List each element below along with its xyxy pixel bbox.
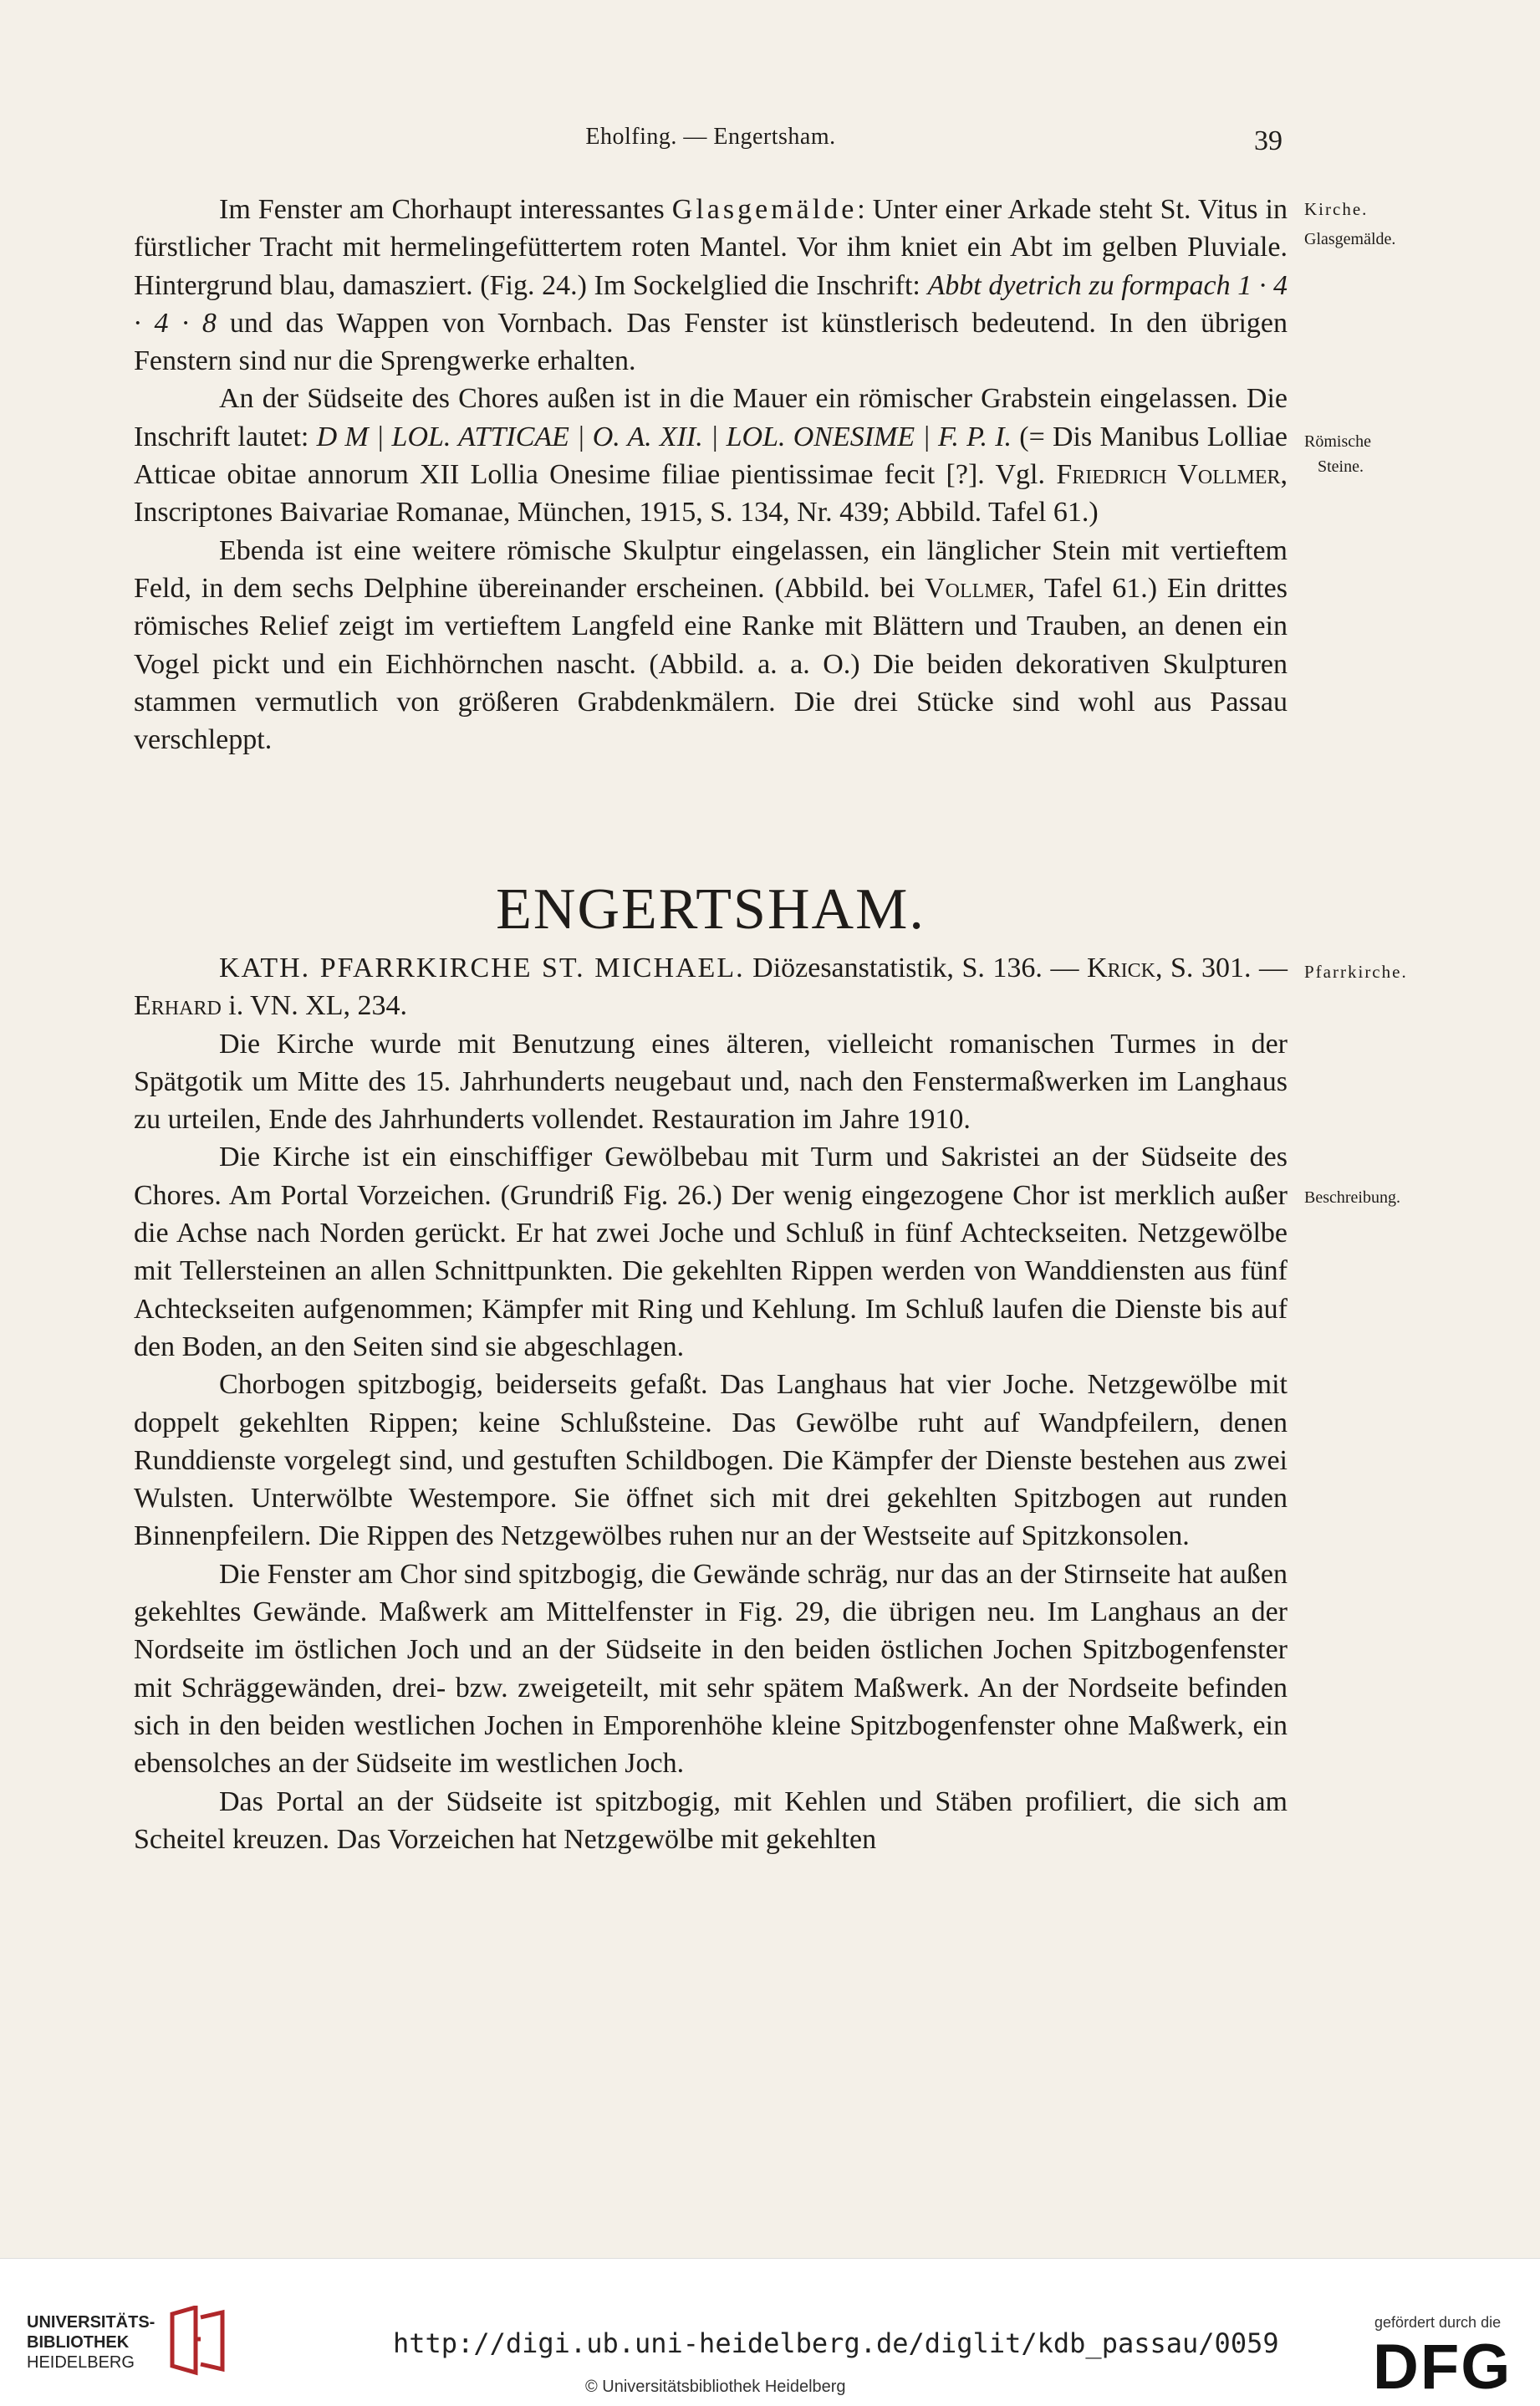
paragraph: Chorbogen spitzbogig, beiderseits gefaßt. Das Langhaus hat vier Joche. Netzgewölbe mit doppelt gekehlten Rippen; keine Schlußsteine. Das Gewölbe ruht auf Wandpfeilern, denen Runddienste vorgelegt sind, und gestuften Schildbogen. Die Kämpfer der Dienste bestehen aus zwei Wulsten. Unterwölbte Westempore. Sie öffnet sich mit drei gekehlten Spitzbogen aut runden Binnenpfeilern. Die Rippen des Netzgewölbes ruhen nur an der Westseite auf Spitzkonsolen. bbox=[134, 1369, 1288, 1552]
margin-note: Römische bbox=[1304, 432, 1371, 451]
page-number: 39 bbox=[1254, 125, 1282, 156]
paragraph: Ebenda ist eine weitere römische Skulptur eingelassen, ein länglicher Stein mit vertieftem Feld, in dem sechs Delphine übereinander erscheinen. (Abbild. bei Vollmer, Tafel 61.) Ein drittes römisches Relief zeigt im vertieftem Langfeld eine Ranke mit Blättern und Trauben, an denen ein Vogel pickt und ein Eichhörnchen nascht. (Abbild. a. a. O.) Die beiden dekorativen Skulpturen stammen vermutlich von größeren Grabdenkmälern. Die drei Stücke sind wohl aus Passau verschleppt. bbox=[134, 534, 1288, 756]
author-name: Vollmer bbox=[925, 572, 1028, 604]
permalink-url[interactable]: http://digi.ub.uni-heidelberg.de/diglit/kdb_passau/0059 bbox=[393, 2327, 1279, 2359]
margin-note: Steine. bbox=[1318, 457, 1364, 476]
author-name: Erhard bbox=[134, 990, 222, 1022]
paragraph: An der Südseite des Chores außen ist in die Mauer ein römischer Grabstein eingelassen. Die Inschrift lautet: D M | LOL. ATTICAE | O. A. XII. | LOL. ONESIME | F. P. I. (= Dis Manibus Lolliae Atticae obitae annorum XII Lollia Onesime filiae pientissimae fecit [?]. Vgl. Friedrich Vollmer, Inscriptones Baivariae Romanae, München, 1915, S. 134, Nr. 439; Abbild. Tafel 61.) bbox=[134, 383, 1288, 529]
paragraph: KATH. PFARRKIRCHE ST. MICHAEL. Diözesanstatistik, S. 136. — Krick, S. 301. — Erhard i. VN. XL, 234. bbox=[134, 953, 1288, 1022]
footer-bar bbox=[0, 2258, 1540, 2406]
author-name: Friedrich Vollmer bbox=[1056, 459, 1281, 491]
author-name: Krick bbox=[1087, 953, 1155, 983]
inscription-text: Abbt dyetrich zu formpach 1 · 4 · 4 · 8 bbox=[134, 269, 1288, 339]
funding-note: gefördert durch die bbox=[1374, 2314, 1502, 2331]
copyright-text: © Universitätsbibliothek Heidelberg bbox=[585, 2378, 846, 2396]
church-title: KATH. PFARRKIRCHE ST. MICHAEL. bbox=[219, 953, 745, 983]
text-block-1 bbox=[134, 191, 1288, 759]
library-emblem-icon bbox=[164, 2306, 231, 2376]
margin-note: Glasgemälde. bbox=[1304, 230, 1396, 248]
dfg-logo: DFG bbox=[1373, 2332, 1512, 2403]
paragraph: Die Kirche ist ein einschiffiger Gewölbebau mit Turm und Sakristei an der Südseite des Chores. Am Portal Vorzeichen. (Grundriß Fig. 26.) Der wenig eingezogene Chor ist merklich außer die Achse nach Norden gerückt. Er hat zwei Joche und Schluß in fünf Achteckseiten. Netzgewölbe mit Tellersteinen an allen Schnittpunkten. Die gekehlten Rippen werden von Wanddiensten aus fünf Achteckseiten aufgenommen; Kämpfer mit Ring und Kehlung. Im Schluß laufen die Dienste bis auf den Boden, an den Seiten sind sie abgeschlagen. bbox=[134, 1142, 1288, 1362]
paragraph: Im Fenster am Chorhaupt interessantes Glasgemälde: Unter einer Arkade steht St. Vitus in fürstlicher Tracht mit hermelingefüttertem roten Mantel. Vor ihm kniet ein Abt im gelben Pluviale. Hintergrund blau, damasziert. (Fig. 24.) Im Sockelglied die Inschrift: Abbt dyetrich zu formpach 1 · 4 · 4 · 8 und das Wappen von Vornbach. Das Fenster ist künstlerisch bedeutend. In den übrigen Fenstern sind nur die Sprengwerke erhalten. bbox=[134, 194, 1288, 377]
text-block-2 bbox=[134, 949, 1288, 1858]
paragraph: Das Portal an der Südseite ist spitzbogig, mit Kehlen und Stäben profiliert, die sich am Scheitel kreuzen. Das Vorzeichen hat Netzgewölbe mit gekehlten bbox=[134, 1785, 1288, 1855]
paragraph: Die Kirche wurde mit Benutzung eines älteren, vielleicht romanischen Turmes in der Spätgotik um Mitte des 15. Jahrhunderts neugebaut und, nach den Fenstermaßwerken im Langhaus zu urteilen, Ende des Jahrhunderts vollendet. Restauration im Jahre 1910. bbox=[134, 1028, 1288, 1136]
library-logo-text: UNIVERSITÄTS- BIBLIOTHEK HEIDELBERG bbox=[27, 2313, 156, 2372]
running-title: Eholfing. — Engertsham. bbox=[585, 124, 836, 150]
margin-note: Beschreibung. bbox=[1304, 1188, 1400, 1207]
inscription-text: D M | LOL. ATTICAE | O. A. XII. | LOL. ONESIME | F. P. I. bbox=[316, 421, 1012, 452]
margin-note: Kirche. bbox=[1304, 199, 1369, 219]
margin-note: Pfarrkirche. bbox=[1304, 962, 1408, 982]
spaced-term: Glasgemälde bbox=[671, 194, 858, 225]
paragraph: Die Fenster am Chor sind spitzbogig, die Gewände schräg, nur das an der Stirnseite hat außen gekehltes Gewände. Maßwerk am Mittelfenster in Fig. 29, die übrigen neu. Im Langhaus an der Nordseite im östlichen Joch und an der Südseite in den beiden östlichen Jochen Spitzbogenfenster mit Schräggewänden, drei- bzw. zweigeteilt, mit sehr spätem Maßwerk. An der Nordseite befinden sich in den beiden westlichen Jochen in Emporenhöhe kleine Spitzbogenfenster ohne Maßwerk, ein ebensolches an der Südseite im westlichen Joch. bbox=[134, 1558, 1288, 1780]
section-heading: ENGERTSHAM. bbox=[496, 877, 926, 942]
